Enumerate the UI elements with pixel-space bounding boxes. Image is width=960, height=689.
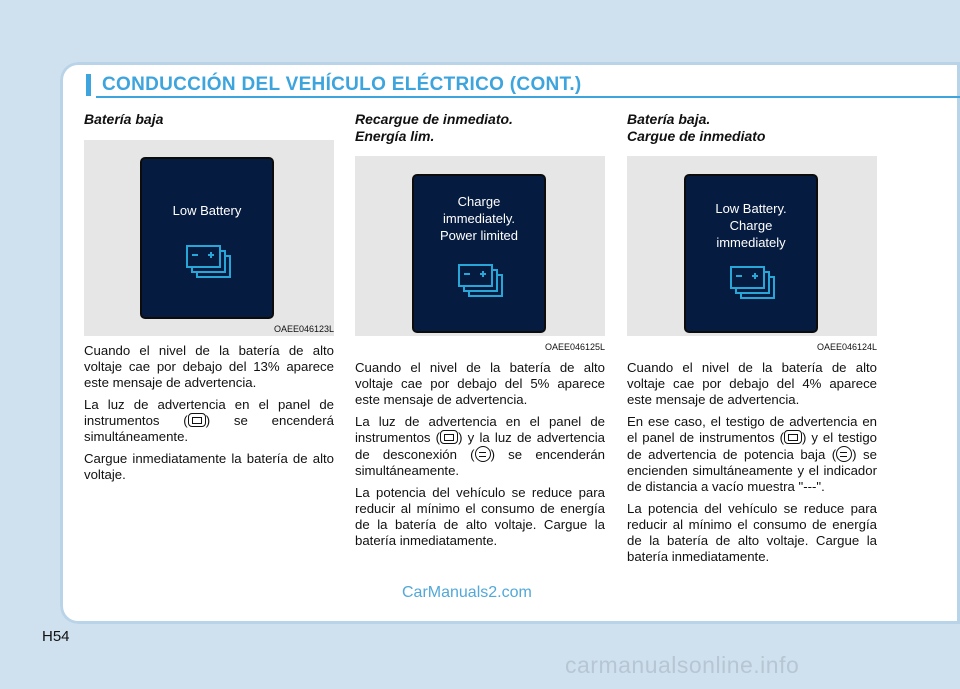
battery-warning-icon: [188, 413, 206, 427]
paragraph: [84, 451, 334, 483]
column-3-title-line: Cargue de inmediato: [627, 128, 766, 144]
paragraph-text: ) y el testigo de advertencia de potencia baja (: [627, 430, 877, 462]
battery-warning-icon: [186, 245, 232, 279]
figure-low-battery: [84, 140, 334, 336]
paragraph-text: La potencia del vehículo se reduce para reducir al mínimo el consumo de energía de la batería de alto voltaje. Cargue la batería inmediatamente.: [355, 485, 605, 548]
column-2: [355, 111, 605, 145]
paragraph: [84, 397, 334, 445]
figure-code: OAEE046125L: [544, 342, 605, 352]
figure-low-battery-charge: [627, 156, 877, 352]
display-message: [686, 200, 816, 251]
column-2-body: [355, 360, 605, 555]
site-watermark[interactable]: CarManuals2.com: [402, 584, 532, 601]
battery-warning-icon: [458, 264, 504, 298]
paragraph: [627, 501, 877, 565]
figure-code: OAEE046124L: [816, 342, 877, 352]
column-2-title-line: Energía lim.: [355, 128, 435, 144]
paragraph-text: ) se encienden simultáneamente y el indicador de distancia a vacío muestra "---".: [627, 447, 877, 494]
display-message-line: Charge: [729, 218, 773, 233]
paragraph-text: Cuando el nivel de la batería de alto voltaje cae por debajo del 5% aparece este mensaje de advertencia.: [355, 360, 605, 407]
column-2-title-line: Recargue de inmediato.: [355, 111, 513, 127]
paragraph: [627, 360, 877, 408]
column-3-body: [627, 360, 877, 571]
footer-watermark[interactable]: carmanualsonline.info: [565, 652, 800, 678]
column-3: [627, 111, 877, 145]
paragraph-text: ) y la luz de advertencia de desconexión (: [355, 430, 605, 462]
column-3-title-line: Batería baja.: [627, 111, 711, 127]
column-1-title: [84, 111, 334, 128]
column-3-title: [627, 111, 877, 145]
figure-charge-immediately: [355, 156, 605, 352]
paragraph-text: La potencia del vehículo se reduce para reducir al mínimo el consumo de energía de la batería de alto voltaje. Cargue la batería inmediatamente.: [627, 501, 877, 564]
display-message-line: Low Battery.: [715, 201, 787, 216]
column-2-title: [355, 111, 605, 145]
display-message-line: immediately.: [442, 211, 515, 226]
display-message-line: Charge: [457, 194, 501, 209]
display-message-line: immediately: [716, 235, 786, 250]
paragraph-text: Cargue inmediatamente la batería de alto voltaje.: [84, 451, 334, 482]
heading-accent-bar: [86, 74, 91, 96]
column-1: [84, 111, 334, 128]
paragraph-text: La luz de advertencia en el panel de instrumentos (: [355, 414, 605, 445]
figure-code: OAEE046123L: [273, 324, 334, 334]
battery-warning-icon: [440, 430, 458, 444]
paragraph: [627, 414, 877, 495]
disconnect-warning-icon: [475, 446, 491, 462]
paragraph-text: ) se encenderán simultáneamente.: [355, 447, 605, 478]
paragraph: [355, 414, 605, 479]
paragraph-text: Cuando el nivel de la batería de alto voltaje cae por debajo del 4% aparece este mensaje de advertencia.: [627, 360, 877, 407]
paragraph: [355, 485, 605, 549]
paragraph-text: Cuando el nivel de la batería de alto voltaje cae por debajo del 13% aparece este mensaje de advertencia.: [84, 343, 334, 390]
paragraph-text: ) se encenderá simultáneamente.: [84, 413, 334, 444]
column-1-title-line: Batería baja: [84, 111, 164, 127]
display-message-line: Power limited: [439, 228, 519, 243]
section-heading: CONDUCCIÓN DEL VEHÍCULO ELÉCTRICO (CONT.): [102, 74, 582, 95]
paragraph: [84, 343, 334, 391]
page-number: H54: [42, 628, 70, 645]
battery-warning-icon: [730, 266, 776, 300]
cluster-display: [414, 176, 544, 331]
paragraph: [355, 360, 605, 408]
cluster-display: [142, 159, 272, 317]
cluster-display: [686, 176, 816, 331]
display-message: [414, 193, 544, 244]
paragraph-text: En ese caso, el testigo de advertencia en el panel de instrumentos (: [627, 414, 877, 445]
heading-underline: [96, 96, 960, 98]
column-1-body: [84, 343, 334, 489]
battery-warning-icon: [784, 430, 802, 444]
display-message: [142, 202, 272, 219]
paragraph-text: La luz de advertencia en el panel de instrumentos (: [84, 397, 334, 428]
low-power-warning-icon: [836, 446, 852, 462]
display-message-line: Low Battery: [172, 203, 242, 218]
